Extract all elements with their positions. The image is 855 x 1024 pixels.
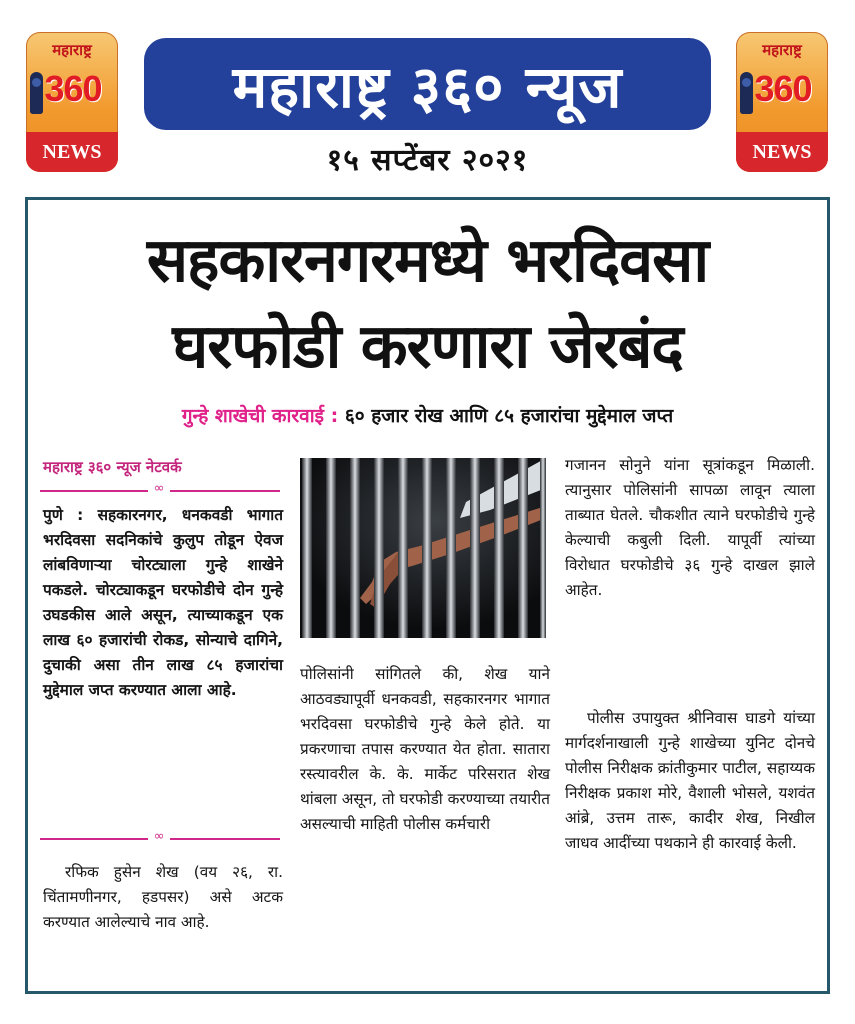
divider-ornament: ∞	[40, 490, 280, 492]
headline-line-2: घरफोडी करणारा जेरबंद	[172, 311, 683, 382]
kicker-text: ६० हजार रोख आणि ८५ हजारांचा मुद्देमाल जप्त	[344, 405, 674, 427]
article-paragraph: पोलिसांनी सांगितले की, शेख याने आठवड्यापूर्वी धनकवडी, सहकारनगर भागात भरदिवसा घरफोडीचे गुन्हे केले होते. या प्रकरणाचा तपास करण्यात येत होता. सातारा रस्त्यावरील के. के. मार्केट परिसरात शेख थांबला असून, तो घरफोडी करण्याच्या तयारीत असल्याची माहिती पोलीस कर्मचारी	[300, 665, 550, 833]
logo-news-label: NEWS	[26, 132, 118, 172]
masthead-title: महाराष्ट्र ३६० न्यूज	[144, 38, 711, 130]
logo-news-label: NEWS	[736, 132, 828, 172]
article-paragraph: पोलीस उपायुक्त श्रीनिवास घाडगे यांच्या मार्गदर्शनाखाली गुन्हे शाखेच्या युनिट दोनचे पोलीस निरीक्षक क्रांतीकुमार पाटील, सहाय्यक निरीक्षक प्रकाश मोरे, वैशाली भोसले, यशवंत आंब्रे, उत्तम तारू, कादीर शेख, निखील जाधव आदींच्या पथकाने ही कारवाई केली.	[565, 709, 815, 852]
article-kicker	[28, 402, 827, 428]
headline-line-1: सहकारनगरमध्ये भरदिवसा	[146, 225, 709, 296]
article-paragraph: गजानन सोनुने यांना सूत्रांकडून मिळाली. त्यानुसार पोलिसांनी सापळा लावून त्याला ताब्यात घेतले. चौकशीत त्याने घरफोडीचे गुन्हे केल्याची कबुली दिली. यापूर्वी त्यांच्या विरोधात घरफोडीचे ३६ गुन्हे दाखल झाले आहेत.	[565, 456, 815, 599]
logo-left	[26, 32, 118, 172]
logo-state-text: महाराष्ट्र	[762, 41, 802, 59]
article-headline	[28, 218, 827, 390]
jail-bars-photo	[300, 458, 546, 638]
byline: महाराष्ट्र ३६० न्यूज नेटवर्क	[43, 458, 182, 476]
masthead-date: १५ सप्टेंबर २०२१	[326, 143, 529, 178]
logo-state-text: महाराष्ट्र	[52, 41, 92, 59]
divider-ornament: ∞	[40, 838, 280, 840]
logo-right	[736, 32, 828, 172]
article-lead: पुणे : सहकारनगर, धनकवडी भागात भरदिवसा सदनिकांचे कुलुप तोडून ऐवज लांबविणाऱ्या चोरट्याला गुन्हे शाखेने पकडले. चोरट्याकडून घरफोडीचे दोन गुन्हे उघडकीस आले असून, त्याच्याकडून एक लाख ६० हजारांची रोकड, सोन्याचे दागिने, दुचाकी असा तीन लाख ८५ हजारांचा मुद्देमाल जप्त करण्यात आला आहे.	[43, 506, 283, 699]
logo-number: 360	[44, 68, 102, 109]
logo-number: 360	[754, 68, 812, 109]
jail-bars-illustration	[300, 458, 546, 638]
article-paragraph: रफिक हुसेन शेख (वय २६, रा. चिंतामणीनगर, हडपसर) असे अटक करण्यात आलेल्याचे नाव आहे.	[43, 863, 283, 931]
kicker-label: गुन्हे शाखेची कारवाई :	[181, 405, 339, 427]
